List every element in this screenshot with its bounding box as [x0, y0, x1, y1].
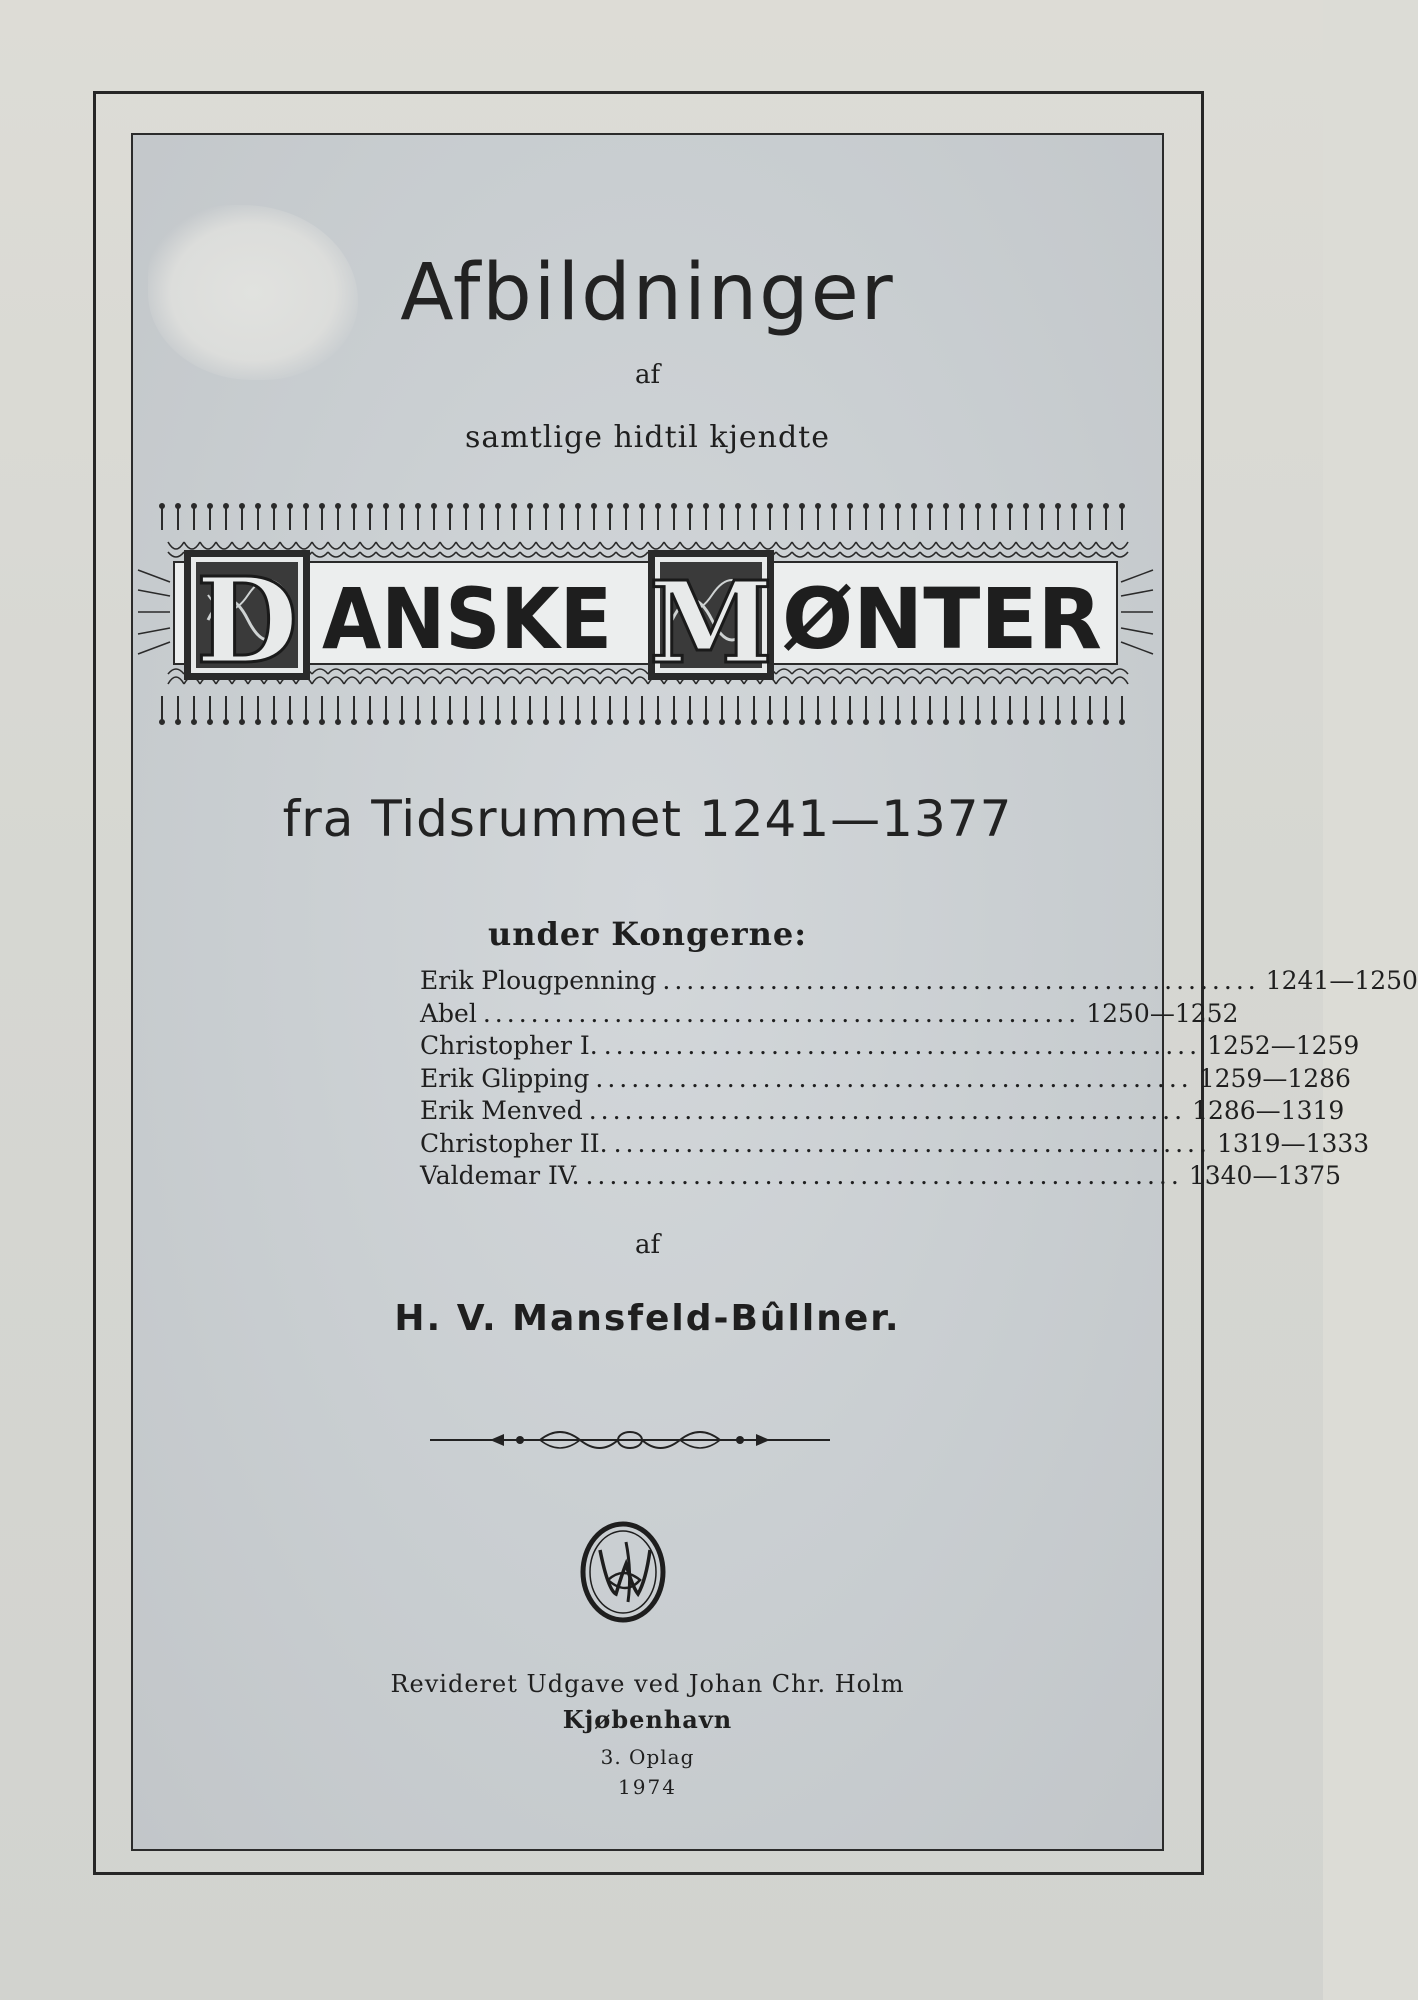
king-name: Valdemar IV. — [420, 1161, 580, 1190]
king-row — [420, 998, 1239, 1031]
king-row — [420, 1063, 1351, 1096]
leader-dots: .................................................. — [662, 966, 1260, 995]
king-row — [420, 1095, 1345, 1128]
leader-dots: .................................................. — [482, 998, 1081, 1028]
king-years: 1286—1319 — [1192, 1096, 1345, 1125]
leader-dots: .................................................. — [585, 1161, 1183, 1190]
king-name: Erik Menved — [420, 1096, 583, 1125]
king-years: 1252—1259 — [1207, 1031, 1360, 1060]
banner-initial-d: D — [195, 551, 299, 690]
city: Kjøbenhavn — [562, 1705, 733, 1734]
publisher-monogram-seal — [578, 1520, 668, 1625]
title: Afbildninger — [400, 248, 895, 338]
king-name: Christopher II. — [420, 1128, 608, 1158]
king-name: Erik Glipping — [420, 1063, 590, 1093]
king-name: Abel — [420, 998, 477, 1028]
king-row — [420, 1128, 1370, 1161]
king-row — [420, 1160, 1342, 1193]
banner-initial-m: M — [649, 558, 773, 689]
title-banner — [138, 500, 1153, 730]
king-name: Erik Plougpenning — [420, 966, 657, 995]
king-row — [420, 1030, 1360, 1063]
edition: 3. Oplag — [600, 1745, 695, 1769]
year: 1974 — [618, 1775, 677, 1799]
leader-dots: .................................................. — [613, 1128, 1211, 1158]
leader-dots: .................................................. — [603, 1031, 1202, 1060]
period-line: fra Tidsrummet 1241—1377 — [282, 790, 1013, 848]
subtitle: samtlige hidtil kjendte — [465, 420, 830, 455]
king-years: 1259—1286 — [1198, 1063, 1351, 1093]
af-bottom: af — [634, 1230, 661, 1260]
king-years: 1241—1250 — [1265, 966, 1418, 995]
reviser-line: Revideret Udgave ved Johan Chr. Holm — [390, 1670, 905, 1698]
banner-word-1: ANSKE — [322, 570, 612, 668]
leader-dots: .................................................. — [588, 1096, 1187, 1125]
author: H. V. Mansfeld-Bûllner. — [394, 1298, 901, 1339]
banner-word-2: ØNTER — [782, 570, 1102, 668]
king-years: 1340—1375 — [1188, 1161, 1342, 1190]
king-name: Christopher I. — [420, 1031, 598, 1060]
king-row — [420, 965, 1418, 998]
kings-heading: under Kongerne: — [487, 915, 807, 953]
divider-ornament — [430, 1420, 830, 1460]
af-top: af — [634, 360, 661, 390]
king-years: 1250—1252 — [1086, 998, 1239, 1028]
leader-dots: .................................................. — [595, 1063, 1193, 1093]
kings-list — [420, 965, 1418, 1193]
king-years: 1319—1333 — [1216, 1128, 1370, 1158]
